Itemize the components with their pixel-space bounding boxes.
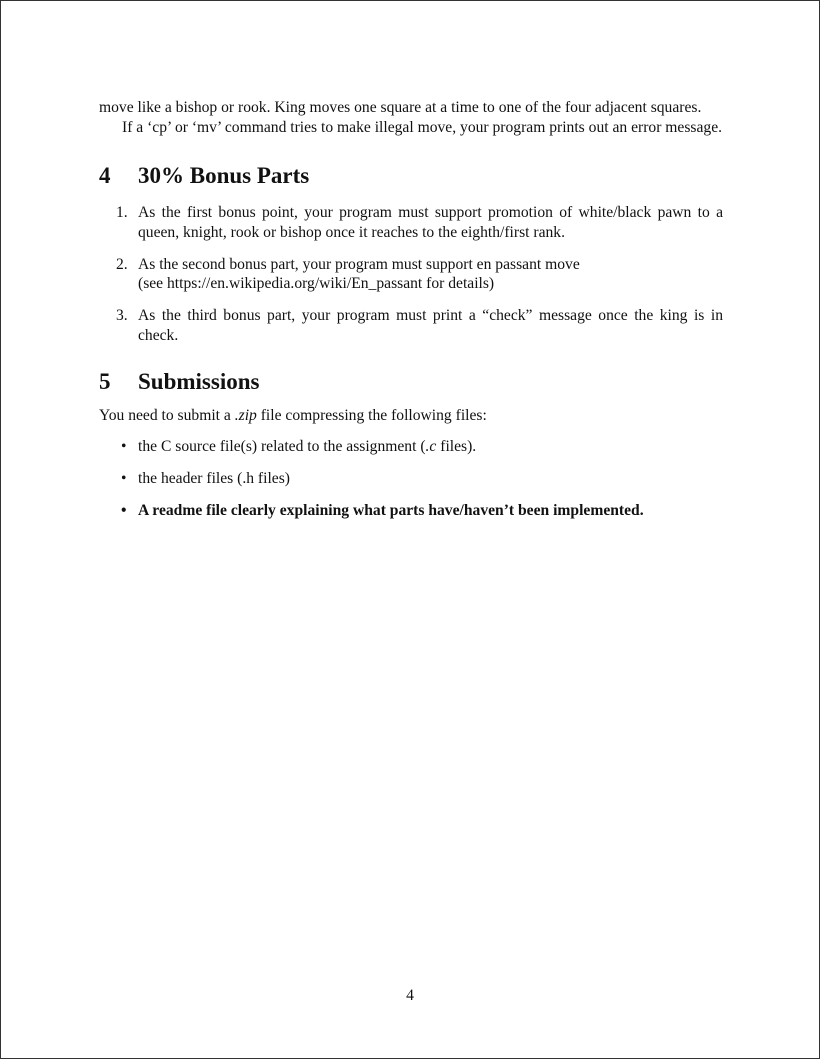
list-item-text-link-line: (see https://en.wikipedia.org/wiki/En_passant for details) bbox=[138, 275, 495, 292]
list-item-text: As the first bonus point, your program must support promotion of white/black pawn to a queen, knight, rook or bishop once it reaches to the eighth/first rank. bbox=[138, 204, 723, 241]
list-item bbox=[99, 203, 723, 242]
list-item bbox=[99, 255, 723, 294]
list-item-marker: 2. bbox=[116, 255, 128, 273]
list-item bbox=[99, 306, 723, 345]
page-content bbox=[99, 98, 723, 533]
section-4-title: 30% Bonus Parts bbox=[138, 163, 310, 188]
submissions-intro-before: You need to submit a bbox=[99, 407, 235, 424]
list-item bbox=[99, 501, 723, 521]
list-item bbox=[99, 437, 723, 457]
submissions-intro-zip: .zip bbox=[234, 407, 257, 424]
list-item-text-before: the C source file(s) related to the assignment ( bbox=[138, 437, 426, 455]
page-number: 4 bbox=[406, 987, 414, 1004]
bullet-icon: • bbox=[121, 469, 127, 487]
bonus-parts-list bbox=[99, 203, 723, 345]
intro-paragraph-1: move like a bishop or rook. King moves one square at a time to one of the four adjacent squares. bbox=[99, 99, 702, 116]
list-item-marker: 1. bbox=[116, 204, 128, 221]
bullet-icon: • bbox=[121, 437, 127, 455]
list-item-text: As the third bonus part, your program must print a “check” message once the king is in check. bbox=[138, 307, 723, 344]
submission-files-list bbox=[99, 437, 723, 521]
section-4-heading bbox=[99, 162, 723, 190]
submissions-intro-after: file compressing the following files: bbox=[256, 407, 487, 424]
submissions-intro bbox=[99, 406, 723, 426]
bullet-icon: • bbox=[121, 501, 127, 519]
list-item bbox=[99, 469, 723, 489]
intro-paragraph-2: If a ‘cp’ or ‘mv’ command tries to make illegal move, your program prints out an error message. bbox=[122, 118, 723, 136]
list-item-text-em: .c bbox=[425, 437, 437, 455]
section-5-title: Submissions bbox=[138, 369, 260, 394]
section-5-heading bbox=[99, 368, 723, 396]
list-item-text-after: files). bbox=[436, 437, 477, 455]
list-item-text: As the second bonus part, your program must support en passant move bbox=[138, 255, 580, 273]
section-4-number: 4 bbox=[99, 163, 111, 188]
list-item-marker: 3. bbox=[116, 307, 128, 324]
list-item-text: the header files (.h files) bbox=[138, 469, 290, 487]
section-5-number: 5 bbox=[99, 369, 111, 394]
list-item-text: A readme file clearly explaining what parts have/haven’t been implemented. bbox=[138, 501, 644, 519]
